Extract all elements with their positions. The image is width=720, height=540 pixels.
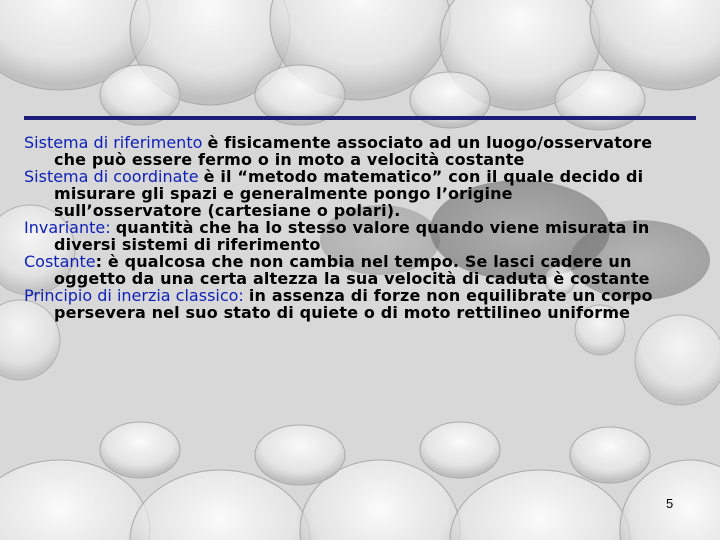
term-label: Invariante:	[24, 218, 111, 237]
term-label: Costante	[24, 252, 96, 271]
list-item	[24, 287, 664, 321]
list-item	[24, 168, 664, 219]
slide-body	[24, 134, 664, 321]
term-label: Sistema di coordinate	[24, 167, 199, 186]
term-definition: è fisicamente associato ad un luogo/osservatore che può essere fermo o in moto a velocità costante	[54, 133, 653, 169]
term-definition: : è qualcosa che non cambia nel tempo. Se lasci cadere un oggetto da una certa altezza la sua velocità di caduta è costante	[54, 252, 650, 288]
term-label: Principio di inerzia classico:	[24, 286, 244, 305]
list-item	[24, 219, 664, 253]
term-definition: quantità che ha lo stesso valore quando viene misurata in diversi sistemi di riferimento	[54, 218, 650, 254]
page-number: 5	[666, 496, 674, 511]
list-item	[24, 134, 664, 168]
title-rule	[24, 116, 696, 120]
term-definition: in assenza di forze non equilibrate un corpo persevera nel suo stato di quiete o di moto rettilineo uniforme	[54, 286, 653, 322]
term-label: Sistema di riferimento	[24, 133, 203, 152]
list-item	[24, 253, 664, 287]
term-definition: è il “metodo matematico” con il quale decido di misurare gli spazi e generalmente pongo l’origine sull’osservatore (cartesiane o polari).	[54, 167, 644, 220]
